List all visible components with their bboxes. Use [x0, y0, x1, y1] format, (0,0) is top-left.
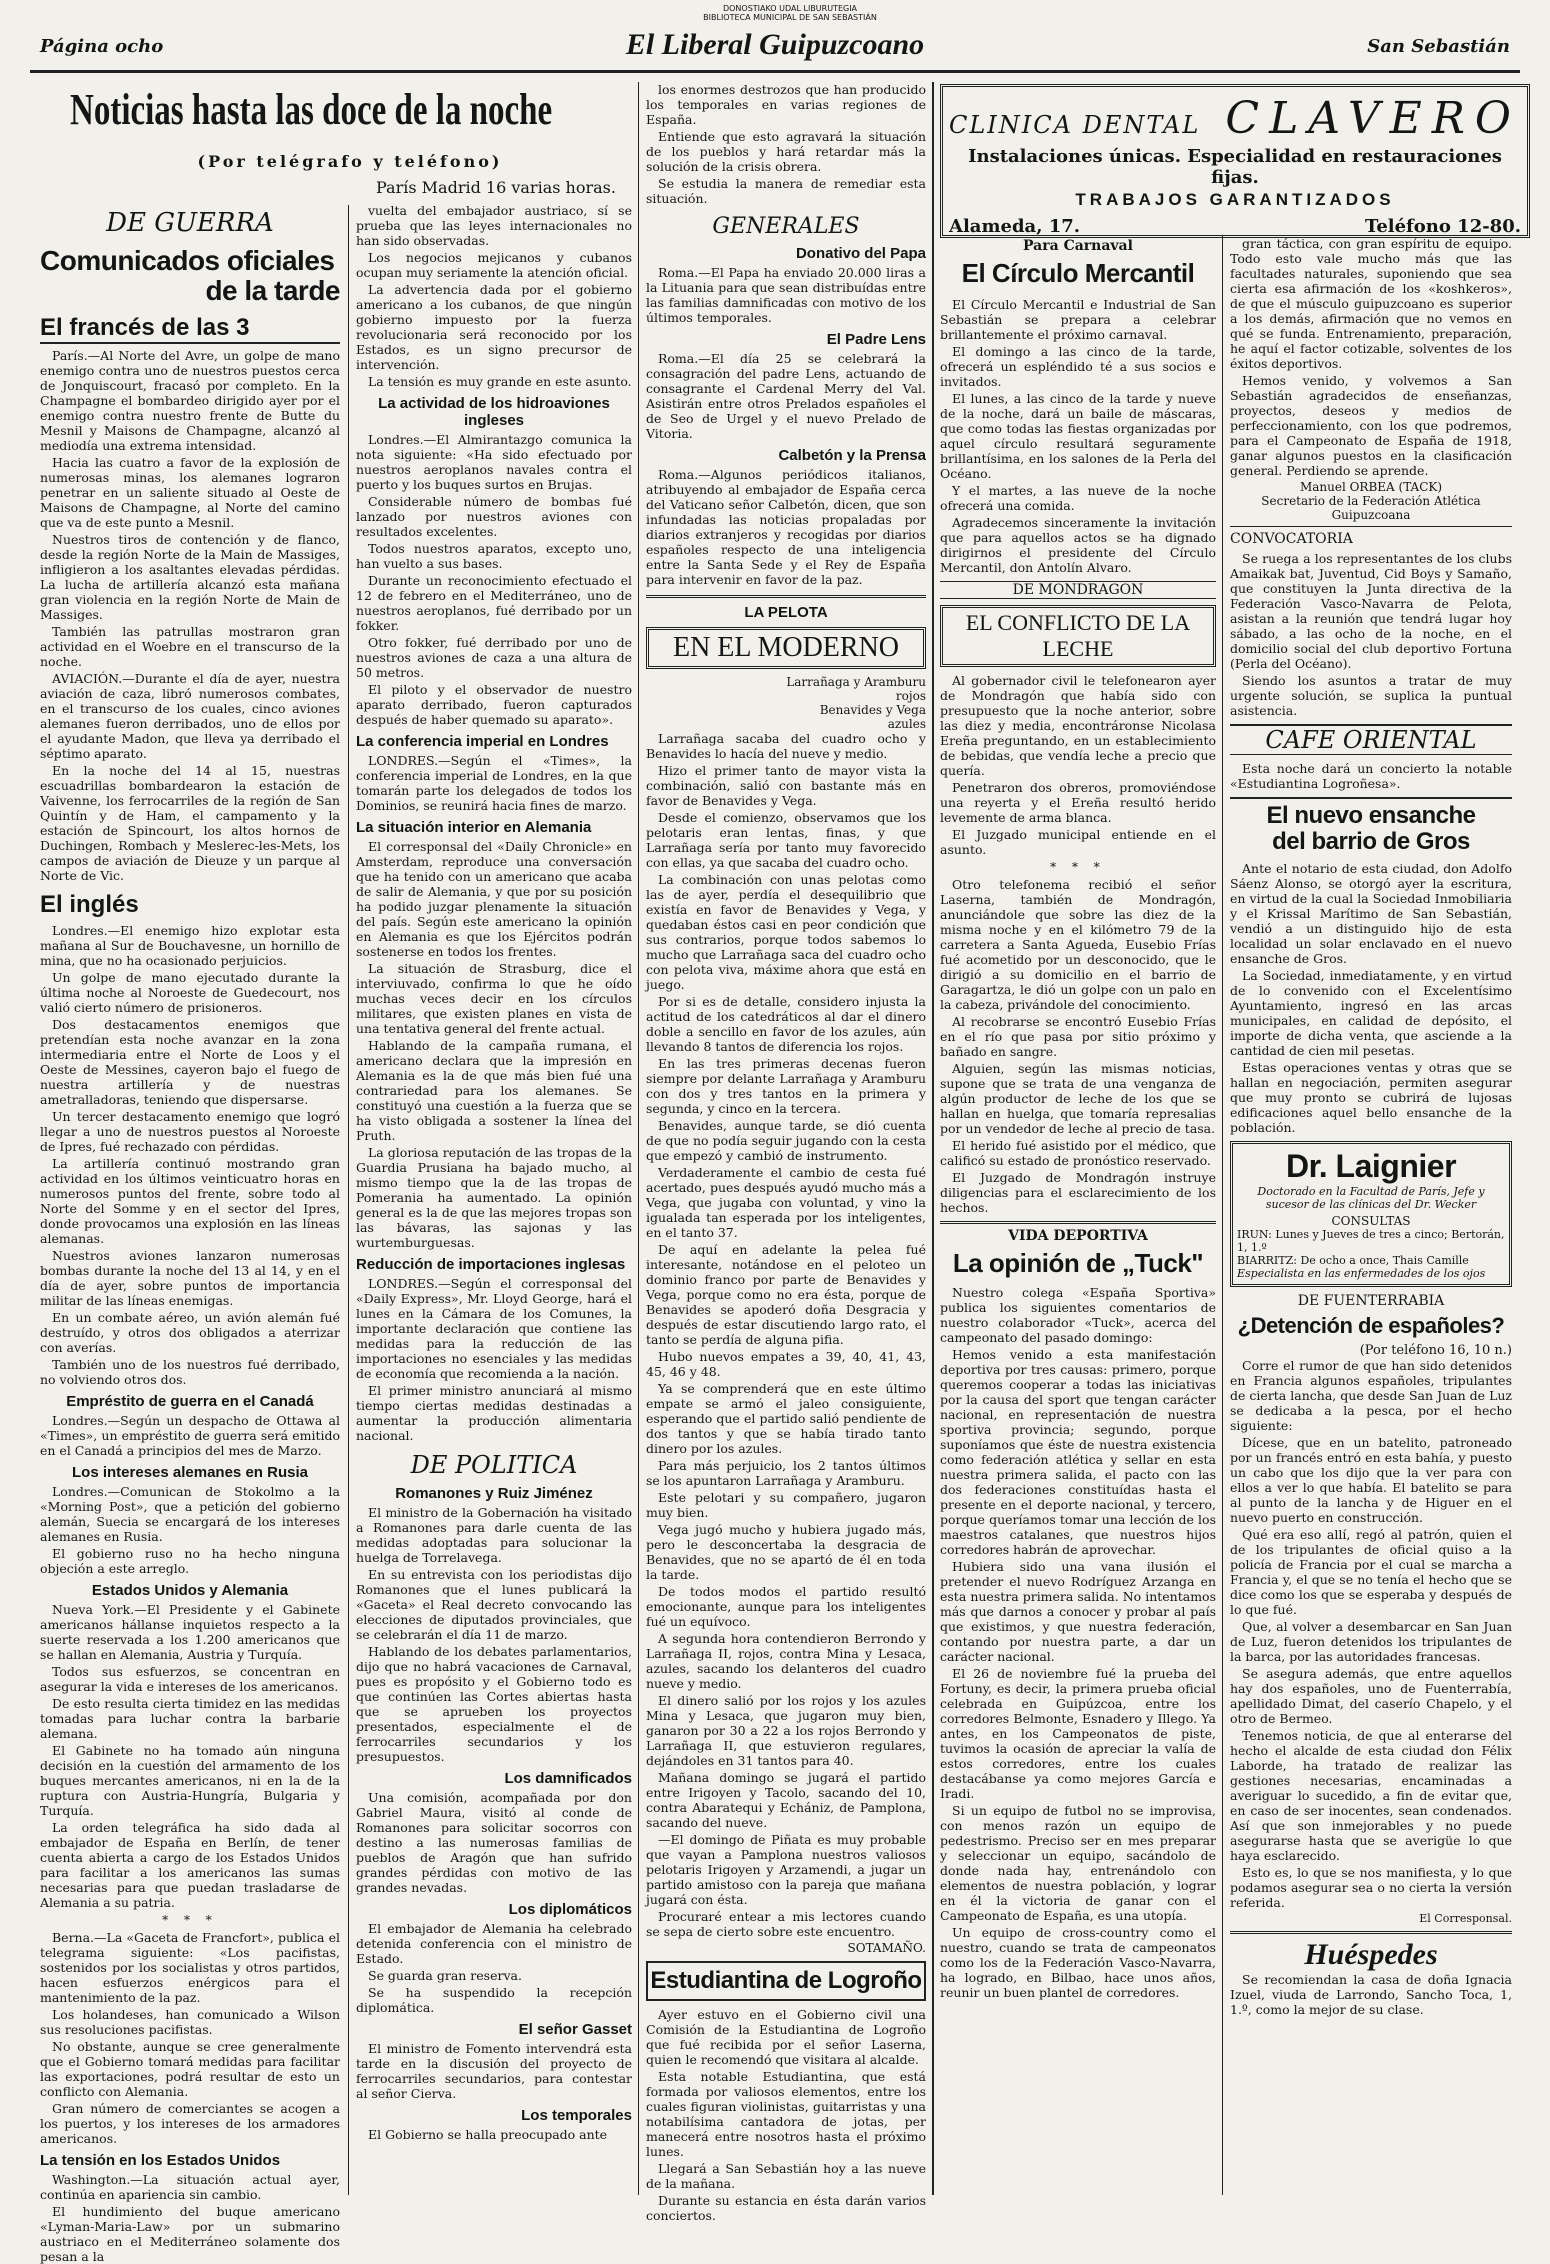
paragraph: En su entrevista con los periodistas dijo Romanones que el lunes publicará la «Gaceta» el Real decreto convocando las elecciones de diputados provinciales, que se celebrarán el día 11 de marzo. [356, 1567, 632, 1642]
paragraph: Vega jugó mucho y hubiera jugado más, pero le desconcertaba la desgracia de Benavides, que no se apartó de él en toda la tarde. [646, 1522, 926, 1582]
paragraph: El 26 de noviembre fué la prueba del Fortuny, es decir, la primera prueba oficial celebrada en Guipúzcoa, entre los corredores Belmonte, Esnadero y Illego. Ya antes, en los Campeonatos de piste, tuvimos la ocasión de apreciar la valía de estos corredores, entre los cuales destacábanse ya como mejores García e Iradi. [940, 1666, 1216, 1801]
paragraph: También uno de los nuestros fué derribado, no volviendo otros dos. [40, 1357, 340, 1387]
paragraph: Alguien, según las mismas noticias, supone que se trata de una venganza de algún productor de leche de los que se hallan en huelga, que tomaría represalias por un vendedor de leche al precio de tasa. [940, 1061, 1216, 1136]
paragraph: Dícese, que en un batelito, patroneado por un francés entró en esta bahía, y puesto un cabo que los dijo que la ver para con ellos a ver lo que había. El batelito se para al punto de la lancha y de Higuer en el nuevo puerto en construcción. [1230, 1435, 1512, 1525]
consulta-biarritz: BIARRITZ: De ocho a once, Thais Camille [1237, 1254, 1469, 1267]
column-divider [348, 205, 349, 2195]
library-stamp [640, 4, 940, 22]
doctor-credentials: Doctorado en la Facultad de París, Jefe y sucesor de las clínicas del Dr. Wecker [1257, 1185, 1485, 1211]
paragraph: Hablando de los debates parlamentarios, dijo que no habrá vacaciones de Carnaval, pues es propósito y el Gobierno todo es que continúen las Cortes abiertas hasta que se aprueben los proyectos presentados, especialmente el de ferrocarriles secundarios y los presupuestos. [356, 1644, 632, 1764]
column-5 [1230, 236, 1512, 2195]
banner-subtitle: (Por telégrafo y teléfono) [197, 152, 503, 171]
ad-address: Alameda, 17. [949, 216, 1081, 237]
separator-asterisks: * * * [1050, 860, 1106, 874]
library-stamp-line: DONOSTIAKO UDAL LIBURUTEGIA [722, 4, 858, 13]
paragraph: Procuraré entear a mis lectores cuando se sepa de cierto sobre este encuentro. [646, 1909, 926, 1939]
paragraph: Llegará a San Sebastián hoy a las nueve de la mañana. [646, 2161, 926, 2191]
match-result [646, 675, 926, 731]
paragraph: De esto resulta cierta timidez en las medidas tomadas para luchar contra la barbarie alemana. [40, 1696, 340, 1741]
paragraph: Que, al volver a desembarcar en San Juan de Luz, fueron detenidos los tripulantes de la barca, por las autoridades francesas. [1230, 1619, 1512, 1664]
subheadline: Empréstito de guerra en el Canadá [66, 1393, 314, 1410]
paragraph: Hablando de la campaña rumana, el americano declara que la impresión en Alemania es la de que más bien fué una contrariedad para los alemanes. Se constituyó una cuestión a la fuerza que se ha visto obligada a sostener la línea del Pruth. [356, 1038, 632, 1143]
column-divider [932, 82, 934, 2195]
paragraph: De aquí en adelante la pelea fué interesante, notándose en el peloteo un dominio franco por parte de Benavides y Vega, porque como no era ésta, porque de Benavides se apoderó doña Desgracia y después de estar discutiendo largo rato, el tanto se perdía de alguna pifia. [646, 1242, 926, 1347]
paragraph: Otro fokker, fué derribado por uno de nuestros aviones de caza a una altura de 50 metros. [356, 635, 632, 680]
signature-name: Manuel ORBEA (TACK) [1299, 480, 1443, 494]
paragraph: Londres.—Comunican de Stokolmo a la «Morning Post», que a petición del gobierno alemán, Suecia se encargará de los intereses alemanes en Rusia. [40, 1484, 340, 1544]
paragraph: Berna.—La «Gaceta de Francfort», publica el telegrama siguiente: «Los pacifistas, sostenidos por los socialistas y otros partidos, hacen esfuerzos enérgicos para el mantenimiento de la paz. [40, 1930, 340, 2005]
headline: Estudiantina de Logroño [646, 1961, 926, 2001]
paragraph: Estas operaciones ventas y otras que se hallan en negociación, permiten asegurar que muy pronto se cubrirá de lujosas edificaciones aquel bello ensanche de la población. [1230, 1060, 1512, 1135]
paragraph: Se asegura además, que entre aquellos hay dos españoles, uno de Fuenterrabía, apellidado Dimat, del caserío Chapelo, y el otro de Bermeo. [1230, 1666, 1512, 1726]
subheadline: Los intereses alemanes en Rusia [72, 1464, 308, 1481]
paragraph: Siendo los asuntos a tratar de muy urgente solución, se suplica la puntual asistencia. [1230, 673, 1512, 718]
column-1 [40, 200, 340, 2264]
paragraph: La tensión es muy grande en este asunto. [368, 374, 632, 389]
paragraph: El lunes, a las cinco de la tarde y nueve de la noche, dará un baile de máscaras, que como todas las fiestas organizadas por aquel círculo resultará seguramente brillantísima, en los salones de la Perla del Océano. [940, 391, 1216, 481]
section-header: GENERALES [712, 214, 860, 239]
headline: de la tarde [205, 275, 340, 306]
paragraph: Durante un reconocimiento efectuado el 12 de febrero en el Mediterráneo, uno de nuestros aeroplanos, fué derribado por un fokker. [356, 573, 632, 633]
subheadline: El señor Gasset [518, 2021, 632, 2038]
ad-clinic-label: CLINICA DENTAL [949, 111, 1201, 139]
paragraph: Gran número de comerciantes se acogen a los puertos, y los intereses de los armadores americanos. [40, 2101, 340, 2146]
paragraph: AVIACIÓN.—Durante el día de ayer, nuestra aviación de caza, libró numerosos combates, en el transcurso de los cuales, cinco aviones alemanes fueron derribados, uno de ellos por el ayudante Madon, que lleva ya derribado el séptimo aparato. [40, 671, 340, 761]
subheadline: La actividad de los hidroaviones ingleses [378, 395, 610, 429]
paragraph: Tenemos noticia, de que al enterarse del hecho el alcalde de esta ciudad don Félix Laborde, ha tratado de realizar las gestiones necesarias, encaminadas a averiguar lo sucedido, a fin de evitar que, en caso de ser inocentes, sean condenados. Así que son inmejorables y no puede asegurarse hasta que se averigüe lo que haya esclarecido. [1230, 1728, 1512, 1863]
paragraph: Desde el comienzo, observamos que los pelotaris eran lentas, finas, y que Larrañaga sería por tanto muy favorecido con ellas, ya que sacaba del cuadro ocho. [646, 810, 926, 870]
paragraph: Ya se comprenderá que en este último empate se armó el jaleo consiguiente, esperando que el partido salió pendiente de dos tantos y que se había tirado tanto dinero por los azules. [646, 1381, 926, 1456]
paragraph: Hemos venido, y volvemos a San Sebastián agradecidos de enseñanzas, proyectos, deseos y medios de perfeccionamiento, con los que podremos, para el Campeonato de España de 1918, ganar algunos puestos en la clasificación general. Perdiendo se aprende. [1230, 373, 1512, 478]
subheadline: Los temporales [521, 2107, 632, 2124]
paragraph: Agradecemos sinceramente la invitación que para aquellos actos se ha dignado dirigirnos el presidente del Círculo Mercantil, don Antolín Alvaro. [940, 515, 1216, 575]
paragraph: El dinero salió por los rojos y los azules Mina y Lesaca, que jugaron muy bien, ganaron por 30 a 22 a los rojos Berrondo y Larrañaga II, que estuvieron regulares, dejándoles en 31 tantos para 40. [646, 1693, 926, 1768]
subheadline: El Padre Lens [826, 331, 926, 348]
paragraph: Penetraron dos obreros, promoviéndose una reyerta y el Ereña resultó herido levemente de arma blanca. [940, 780, 1216, 825]
section-header: DE MONDRAGON [940, 581, 1216, 599]
paragraph: Por si es de detalle, considero injusta la actitud de los catedráticos al dar el dinero doble a sencillo en favor de los azules, aún llevando 8 tantos de diferencia los rojos. [646, 994, 926, 1054]
ad-guarantee: TRABAJOS GARANTIZADOS [1075, 190, 1395, 209]
paragraph: —El domingo de Piñata es muy probable que vayan a Pamplona nuestros valiosos pelotaris Irigoyen y Arzamendi, a jugar un partido amistoso con la pareja que mañana jugará con ésta. [646, 1832, 926, 1907]
column-2 [356, 178, 632, 2195]
paragraph: El Gabinete no ha tomado aún ninguna decisión en la cuestión del armamento de los buques mercantes americanos, ni en la de la ruptura con Austria-Hungría, Bulgaria y Turquía. [40, 1743, 340, 1818]
paragraph: Nuestro colega «España Sportiva» publica los siguientes comentarios de nuestro colaborador «Tuck», acerca del campeonato del pasado domingo: [940, 1285, 1216, 1345]
masthead: El Liberal Guipuzcoano [625, 28, 925, 61]
page-label: Página ocho [40, 36, 164, 57]
paragraph: Al recobrarse se encontró Eusebio Frías en el río que pasa por sitio próximo y bañado en sangre. [940, 1014, 1216, 1059]
paragraph: Larrañaga sacaba del cuadro ocho y Benavides lo hacía del nueve y medio. [646, 731, 926, 761]
paragraph: La Sociedad, inmediatamente, y en virtud de lo convenido con el Excelentísimo Ayuntamiento, ingresó en las arcas municipales, en calidad de depósito, el importe de dicha venta, que asciende a la cantidad de cien mil pesetas. [1230, 968, 1512, 1058]
paragraph: Ayer estuvo en el Gobierno civil una Comisión de la Estudiantina de Logroño que fué recibida por el señor Laserna, quien le recomendó que visitara al alcalde. [646, 2007, 926, 2067]
paragraph: No obstante, aunque se cree generalmente que el Gobierno tomará medidas para facilitar las exportaciones, podrá resultar de esto un conflicto con Alemania. [40, 2039, 340, 2099]
consultas-label: CONSULTAS [1331, 1214, 1411, 1228]
subheadline: Donativo del Papa [795, 245, 926, 262]
ad-specialty: Instalaciones únicas. Especialidad en restauraciones fijas. [968, 146, 1502, 188]
paragraph: Hemos venido a esta manifestación deportiva por tres causas: primero, porque queremos cooperar a todas las iniciativas por la causa del sport que tengan carácter nacional, en representación de nuestra sportiva provincia; segundo, porque suponíamos que éste de nuestra existencia como federación atlética y sellar en esta nuestra primera salida, el pacto con las dos federaciones constituídas hasta el presente en el deporte nacional, y tercero, porque queríamos tomar una lección de los maestros catalanes, que nuestros hijos corredores habrán de aprovechar. [940, 1347, 1216, 1557]
paragraph: También las patrullas mostraron gran actividad en el Woebre en el transcurso de la noche. [40, 624, 340, 669]
paragraph: Al gobernador civil le telefonearon ayer de Mondragón que había sido con presupuesto que la noche anterior, sobre las diez y media, encontráronse Nicolasa Ereña preguntando, en un establecimiento de bebidas, que vendía leche a precio que quería. [940, 673, 1216, 778]
paragraph: El domingo a las cinco de la tarde, ofrecerá un espléndido té a sus socios e invitados. [940, 344, 1216, 389]
subheadline: Reducción de importaciones inglesas [356, 1256, 626, 1273]
result-line: rojos [895, 689, 926, 703]
paragraph: El Juzgado de Mondragón instruye diligencias para el esclarecimiento de los hechos. [940, 1170, 1216, 1215]
paragraph: En la noche del 14 al 15, nuestras escuadrillas bombardearon la estación de Vaivenne, los ferrocarriles de la región de San Quintín y de Ham, el campamento y la estación de Spincourt, los altos hornos de Duchingen, Rombach y Meslerес-les-Mets, los campos de aviación de Dieuze y un parque al Norte de Vic. [40, 763, 340, 883]
consulta-irun: IRUN: Lunes y Jueves de tres a cinco; Bertorán, 1, 1.º [1237, 1228, 1505, 1254]
paragraph: Hacia las cuatro a favor de la explosión de numerosas minas, los alemanes lograron penetrar en un saliente situado al Oeste de Maisons de Champagne, al Norte del camino que va de este punto a Mesnil. [40, 455, 340, 530]
headline: del barrio de Gros [1272, 828, 1470, 855]
paragraph: La artillería continuó mostrando gran actividad en los últimos veinticuatro horas en numerosos puntos del frente, sobre todo al Norte del Somme y en el sector del Ipres, donde provocamos una explosión en las líneas alemanas. [40, 1156, 340, 1246]
paragraph: El ministro de Fomento intervendrá esta tarde en la discusión del proyecto de ferrocarriles secundarios, para contestar al señor Cierva. [356, 2041, 632, 2101]
column-divider [1222, 235, 1223, 2195]
paragraph: LONDRES.—Según el «Times», la conferencia imperial de Londres, en la que tomarán parte los delegados de todos los Dominios, se reunirá hacia fines de marzo. [356, 753, 632, 813]
paragraph: Roma.—El día 25 se celebrará la consagración del padre Lens, actuando de consagrante el Cardenal Merry del Val. Asistirán entre otros Prelados españoles el de Seo de Urgel y el nuevo Prelado de Vitoria. [646, 351, 926, 441]
paragraph: Todos sus esfuerzos, se concentran en asegurar la vida e intereses de los americanos. [40, 1664, 340, 1694]
result-line: Larrañaga y Aramburu [786, 675, 926, 689]
subheadline: La tensión en los Estados Unidos [40, 2152, 281, 2169]
column-divider [638, 82, 639, 2195]
paragraph: Esto es, lo que se nos manifiesta, y lo que podamos asegurar sea o no cierta la versión referida. [1230, 1865, 1512, 1910]
kicker: Para Carnaval [1023, 238, 1133, 254]
paragraph: Este pelotari y su compañero, jugaron muy bien. [646, 1490, 926, 1520]
paragraph: Verdaderamente el cambio de cesta fué acertado, pues después ayudó mucho más a Vega, que jugaba con voluntad, y vino la igualada tan esperada por los inteligentes, en el tanto 37. [646, 1165, 926, 1240]
paragraph: La combinación con unas pelotas como las de ayer, perdía el desequilibrio que existía en favor de Benavides y Vega, y quedaban éstos casi en peor condición que sus contrarios, porque todos sabemos lo mucho que Larrañaga saca del cuadro ocho con pelota viva, máxime ahora que está en juego. [646, 872, 926, 992]
paragraph: Roma.—El Papa ha enviado 20.000 liras a la Lituania para que sean distribuídas entre las familias damnificadas con motivo de los últimos temporales. [646, 265, 926, 325]
paragraph: Un tercer destacamento enemigo que logró llegar a uno de nuestros puestos al Noroeste de Ipres, fué rechazado con pérdidas. [40, 1109, 340, 1154]
paragraph: A segunda hora contendieron Berrondo y Larrañaga II, rojos, contra Mina y Lesaca, azules, sacando los delanteros del cuadro nueve y medio. [646, 1631, 926, 1691]
paragraph: Para más perjuicio, los 2 tantos últimos se los apuntaron Larrañaga y Aramburu. [646, 1458, 926, 1488]
paragraph: Ante el notario de esta ciudad, don Adolfo Sáenz Alonso, se otorgó ayer la escritura, en virtud de la cual la Sociedad Inmobiliaria y el Krissal Marítimo de San Sebastián, vendió a un distinguido hijo de esta localidad un solar enclavado en el nuevo ensanche de Gros. [1230, 861, 1512, 966]
paragraph: Los negocios mejicanos y cubanos ocupan muy seriamente la atención oficial. [356, 250, 632, 280]
paragraph: En un combate aéreo, un avión alemán fué destruído, y otros dos obligados a aterrizar con averías. [40, 1310, 340, 1355]
paragraph: Qué era eso allí, regó al patrón, quien el de los tripulantes de oficial quiso a la policía de Francia por el cual se marcha a Francia y, el que se no tenía el hecho que se dice como los que se esperaba y después de lo que fué. [1230, 1527, 1512, 1617]
paragraph: El piloto y el observador de nuestro aparato derribado, fueron capturados después de haber quemado su aparato». [356, 682, 632, 727]
paragraph: Esta noche dará un concierto la notable «Estudiantina Logroñesa». [1230, 761, 1512, 791]
section-header: DE GUERRA [106, 208, 274, 238]
paragraph: Nuestros tiros de contención y de flanco, desde la región Norte de la Main de Massiges, infligieron a los asaltantes elevadas pérdidas. La lucha de artillería alcanzó esta mañana gran violencia en la región Norte de Main de Massiges. [40, 532, 340, 622]
paragraph: El Círculo Mercantil e Industrial de San Sebastián se prepara a celebrar brillantemente el próximo carnaval. [940, 297, 1216, 342]
paragraph: El gobierno ruso no ha hecho ninguna objeción a este arreglo. [40, 1546, 340, 1576]
clinic-advertisement [940, 84, 1530, 238]
signature: El Corresponsal. [1419, 1912, 1512, 1925]
paragraph: Corre el rumor de que han sido detenidos en Francia algunos españoles, tripulantes de cierta lancha, que desde San Juan de Luz se dedicaba a la pesca, por el hecho siguiente: [1230, 1358, 1512, 1433]
paragraph: Se guarda gran reserva. [368, 1968, 522, 1983]
ad-phone: Teléfono 12-80. [1364, 216, 1521, 237]
paragraph: Todos nuestros aparatos, excepto uno, han vuelto a sus bases. [356, 541, 632, 571]
headline: CAFE ORIENTAL [1230, 724, 1512, 755]
subheadline: Romanones y Ruiz Jiménez [395, 1485, 593, 1502]
paragraph: Hubo nuevos empates a 39, 40, 41, 43, 45, 46 y 48. [646, 1349, 926, 1379]
paragraph: LONDRES.—Según el corresponsal del «Daily Express», Mr. Lloyd George, hará el lunes en la Cámara de los Comunes, la importante declaración que contiene las medidas para la reducción de las importaciones no esenciales y las medidas de economía que recomienda a la nación. [356, 1276, 632, 1381]
city-label: San Sebastián [1367, 36, 1510, 57]
paragraph: El ministro de la Gobernación ha visitado a Romanones para darle cuenta de las medidas adoptadas para solucionar la huelga de Torrelavega. [356, 1505, 632, 1565]
header-rule [30, 70, 1520, 73]
paragraph: La gloriosa reputación de las tropas de la Guardia Prusiana ha bajado mucho, al mismo tiempo que la de las tropas de Pomerania ha aumentado. La opinión general es la de que las mejores tropas son las bávaras, las sajonas y las wurtemburguesas. [356, 1145, 632, 1250]
paragraph: Se ha suspendido la recepción diplomática. [356, 1985, 632, 2015]
paragraph: El corresponsal del «Daily Chronicle» en Amsterdam, reproduce una conversación que ha tenido con un americano que acaba de salir de Alemania, y que por su posición ha podido juzgar plenamente la situación del país. Según este americano la opinión en Alemania es que los Ejércitos podrán sostenerse en todos los frentes. [356, 839, 632, 959]
paragraph: Hizo el primer tanto de mayor vista la combinación, salió con bastante más en favor de Benavides y Vega. [646, 763, 926, 808]
section-header: CONVOCATORIA [1230, 526, 1512, 547]
separator-asterisks: * * * [162, 1913, 218, 1927]
paragraph: De todos modos el partido resultó emocionante, aunque para los inteligentes fué un equívoco. [646, 1584, 926, 1629]
subheadline: La conferencia imperial en Londres [356, 733, 609, 750]
paragraph: El embajador de Alemania ha celebrado detenida conferencia con el ministro de Estado. [356, 1921, 632, 1966]
doctor-specialty: Especialista en las enfermedades de los ojos [1237, 1267, 1486, 1280]
paragraph: Washington.—La situación actual ayer, continúa en apariencia sin cambio. [40, 2172, 340, 2202]
section-header: DE FUENTERRABIA [1297, 1293, 1445, 1309]
headline: EN EL MODERNO [646, 627, 926, 669]
paragraph: Entiende que esto agravará la situación de los pueblos y hará retardar más la solución de la crisis obrera. [646, 129, 926, 174]
paragraph: Durante su estancia en ésta darán varios conciertos. [646, 2193, 926, 2223]
headline: Comunicados oficiales [40, 245, 335, 276]
headline: EL CONFLICTO DE LA LECHE [940, 605, 1216, 667]
result-line: azules [887, 717, 926, 731]
paragraph: Mañana domingo se jugará el partido entre Irigoyen y Tacolo, sacando del 10, contra Abaratequi y Echániz, de Pamplona, sacando del nueve. [646, 1770, 926, 1830]
section-header: VIDA DEPORTIVA [940, 1221, 1216, 1244]
result-line: Benavides y Vega [819, 703, 926, 717]
paragraph: Londres.—El enemigo hizo explotar esta mañana al Sur de Bouchavesne, un hornillo de mina, que no ha ocasionado perjuicios. [40, 923, 340, 968]
doctor-advertisement [1230, 1141, 1512, 1287]
paragraph: La advertencia dada por el gobierno americano a los cubanos, de que ningún gobierno impuesto por la fuerza revolucionaria será reconocido por los Estados, es un signo precursor de intervención. [356, 282, 632, 372]
paragraph: los enormes destrozos que han producido los temporales en varias regiones de España. [646, 82, 926, 127]
paragraph: Considerable número de bombas fué lanzado por nuestros aviones con resultados excelentes. [356, 494, 632, 539]
section-header: DE POLITICA [410, 1451, 578, 1479]
paragraph: El hundimiento del buque americano «Lyman-Maria-Law» por un submarino austriaco en el Mediterráneo solamente dos pesan a la [40, 2204, 340, 2264]
paragraph: El Juzgado municipal entiende en el asunto. [940, 827, 1216, 857]
paragraph: vuelta del embajador austriaco, sí se prueba que las leyes internacionales no han sido observadas. [356, 203, 632, 248]
banner-headline [70, 84, 630, 144]
paragraph: Se ruega a los representantes de los clubs Amaikak bat, Juventud, Cid Boys y Samaño, que constituyen la Junta directiva de la Federación Vasco-Navarra de Pelota, asistan a la reunión que tendrá lugar hoy sábado, a las ocho de la noche, en el domicilio social del club deportivo Fortuna (Perla del Océano). [1230, 551, 1512, 671]
paragraph: Si un equipo de futbol no se improvisa, con menos razón un equipo de pedestrismo. Preciso ser en mes preparar y seleccionar un equipo, sacándolo de donde nada hay, entrenándolo con elementos de nuestra población, y lograr en él la victoria de ganar con el Campeonato de España, es una utopía. [940, 1803, 1216, 1923]
dateline: París Madrid 16 varias horas. [376, 178, 616, 197]
paragraph: Londres.—El Almirantazgo comunica la nota siguiente: «Ha sido efectuado por nuestros aeroplanos navales contra el puerto y los buques surtos en Brujas. [356, 432, 632, 492]
subheadline: Calbetón y la Prensa [778, 447, 926, 464]
paragraph: En las tres primeras decenas fueron siempre por delante Larrañaga y Aramburu con dos y tres tantos en la primera y segunda, y cinco en la tercera. [646, 1056, 926, 1116]
paragraph: La situación de Strasburg, dice el interviuvado, confirma lo que he oído muchas veces decir en los círculos militares, que existen planes en vista de una tentativa general del frente actual. [356, 961, 632, 1036]
subheadline: El francés de las 3 [40, 314, 340, 344]
signature: SOTAMAÑO. [847, 1941, 926, 1955]
ad-clinic-name: CLAVERO [1225, 93, 1521, 144]
signature-role: Secretario de la Federación Atlética Guipuzcoana [1261, 494, 1481, 522]
paragraph: Esta notable Estudiantina, que está formada por valiosos elementos, entre los cuales figuran violinistas, guitarristas y una notabilísima cantadora de jotas, per manecerá entre nosotros hasta el próximo lunes. [646, 2069, 926, 2159]
library-stamp-line: BIBLIOTECA MUNICIPAL DE SAN SEBASTIÁN [703, 13, 877, 22]
paragraph: Benavides, aunque tarde, se dió cuenta de que no podía seguir jugando con la cesta que empezó y cambió de instrumento. [646, 1118, 926, 1163]
headline: La opinión de „Tuck" [952, 1248, 1204, 1278]
headline: El nuevo ensanche [1230, 797, 1512, 829]
subheadline: Los damnificados [504, 1770, 632, 1787]
paragraph: Y el martes, a las nueve de la noche ofrecerá una comida. [940, 483, 1216, 513]
column-4 [940, 236, 1216, 2195]
paragraph: El primer ministro anunciará al mismo tiempo ciertas medidas destinadas a aumentar la producción alimentaria nacional. [356, 1383, 632, 1443]
paragraph: París.—Al Norte del Avre, un golpe de mano enemigo contra uno de nuestros puestos cerca de Jonquiscourt, fracasó por completo. En la Champagne el bombardeo dirigido ayer por el enemigo contra nuestro frente de Butte du Mesnil y Maisons de Champagne, alcanzó al mediodía una extrema intensidad. [40, 348, 340, 453]
paragraph: Un golpe de mano ejecutado durante la última noche al Noroeste de Guedecourt, nos valió cierto número de prisioneros. [40, 970, 340, 1015]
paragraph: Roma.—Algunos periódicos italianos, atribuyendo al embajador de España cerca del Vaticano señor Calbetón, dicen, que son infundadas las noticias propaladas por diarios extranjeros y recogidas por diarios españoles respecto de una inteligencia entre la Santa Sede y el Rey de España para intervenir en favor de la paz. [646, 467, 926, 587]
headline: ¿Detención de españoles? [1237, 1313, 1505, 1338]
subheadline: El inglés [40, 891, 139, 918]
paragraph: gran táctica, con gran espíritu de equipo. Todo esto vale mucho más que las facultades naturales, suponiendo que sea cierta esa afirmación de los «koshkeros», de que el músculo guipuzcoano es superior a los demás, afirmación que no vemos en qué se funda. Entrenamiento, preparación, he aquí el factor cotizable, solventes de los éxitos deportivos. [1230, 236, 1512, 371]
subheadline: Los diplomáticos [508, 1901, 632, 1918]
paragraph: La orden telegráfica ha sido dada al embajador de España en Berlín, de tener cuenta abierta a cargo de los Estados Unidos para facilitar a los americanos las sumas necesarias para que puedan trasladarse de Alemania a su patria. [40, 1820, 340, 1910]
column-3 [646, 82, 926, 2223]
paragraph: El herido fué asistido por el médico, que calificó su estado de pronóstico reservado. [940, 1138, 1216, 1168]
subheadline: Estados Unidos y Alemania [91, 1582, 289, 1599]
paragraph: Nueva York.—El Presidente y el Gabinete americanos hállanse inquietos respecto a la suerte reservada a los 1.200 americanos que se hallan en Alemania, Austria y Turquía. [40, 1602, 340, 1662]
doctor-name: Dr. Laignier [1285, 1148, 1457, 1184]
dateline: (Por teléfono 16, 10 n.) [1359, 1343, 1512, 1358]
subheadline: La situación interior en Alemania [356, 819, 592, 836]
paragraph: Otro telefonema recibió el señor Laserna, también de Mondragón, anunciándole que sobre las diez de la misma noche y en el kilómetro 79 de la carretera a Santa Agueda, Eusebio Frías fué acometido por un desconocido, que le dirigió a su domicilio en el barrio de Garagartza, le dió un golpe con un palo en la cabeza, privándole del conocimiento. [940, 877, 1216, 1012]
paragraph: Una comisión, acompañada por don Gabriel Maura, visitó al conde de Romanones para solicitar socorros con destino a las numerosas familias de pueblos de Aragón que han sufrido grandes pérdidas con motivo de las grandes nevadas. [356, 1790, 632, 1895]
paragraph: Se estudia la manera de remediar esta situación. [646, 176, 926, 206]
banner-title: Noticias hasta las doce de la noche [70, 85, 553, 134]
headline: Huéspedes [1230, 1931, 1512, 1972]
paragraph: Hubiera sido una vana ilusión el pretender el nuevo Rodríguez Arzanga en esta nuestra primera salida. No intentamos más que darnos a conocer y probar al país que existimos, y que nuestra federación, contando por nuestra parte, a dar un carácter nacional. [940, 1559, 1216, 1664]
paragraph: Los holandeses, han comunicado a Wilson sus resoluciones pacifistas. [40, 2007, 340, 2037]
paragraph: Dos destacamentos enemigos que pretendían esta noche avanzar en la zona intermediaria entre el Norte de Loos y el Oeste de Messines, cayeron bajo el fuego de nuestra artillería y de nuestras ametralladoras, teniendo que dispersarse. [40, 1017, 340, 1107]
section-header: LA PELOTA [646, 595, 926, 621]
headline: El Círculo Mercantil [961, 258, 1195, 288]
paragraph: Londres.—Según un despacho de Ottawa al «Times», un empréstito de guerra será emitido en el Canadá a principios del mes de Marzo. [40, 1413, 340, 1458]
paragraph: Un equipo de cross-country como el nuestro, cuando se trata de campeonatos como los de la Federación Vasco-Navarra, ha logrado, en Bilbao, hace unos años, reunir un buen plantel de corredores. [940, 1925, 1216, 2000]
paragraph: El Gobierno se halla preocupado ante [368, 2127, 608, 2142]
paragraph: Nuestros aviones lanzaron numerosas bombas durante la noche del 13 al 14, y en el día de ayer, sobre puntos de importancia militar de las líneas enemigas. [40, 1248, 340, 1308]
paragraph: Se recomiendan la casa de doña Ignacia Izuel, viuda de Larrondo, Sancho Toca, 1, 1.º, como la mejor de su clase. [1230, 1972, 1512, 2017]
